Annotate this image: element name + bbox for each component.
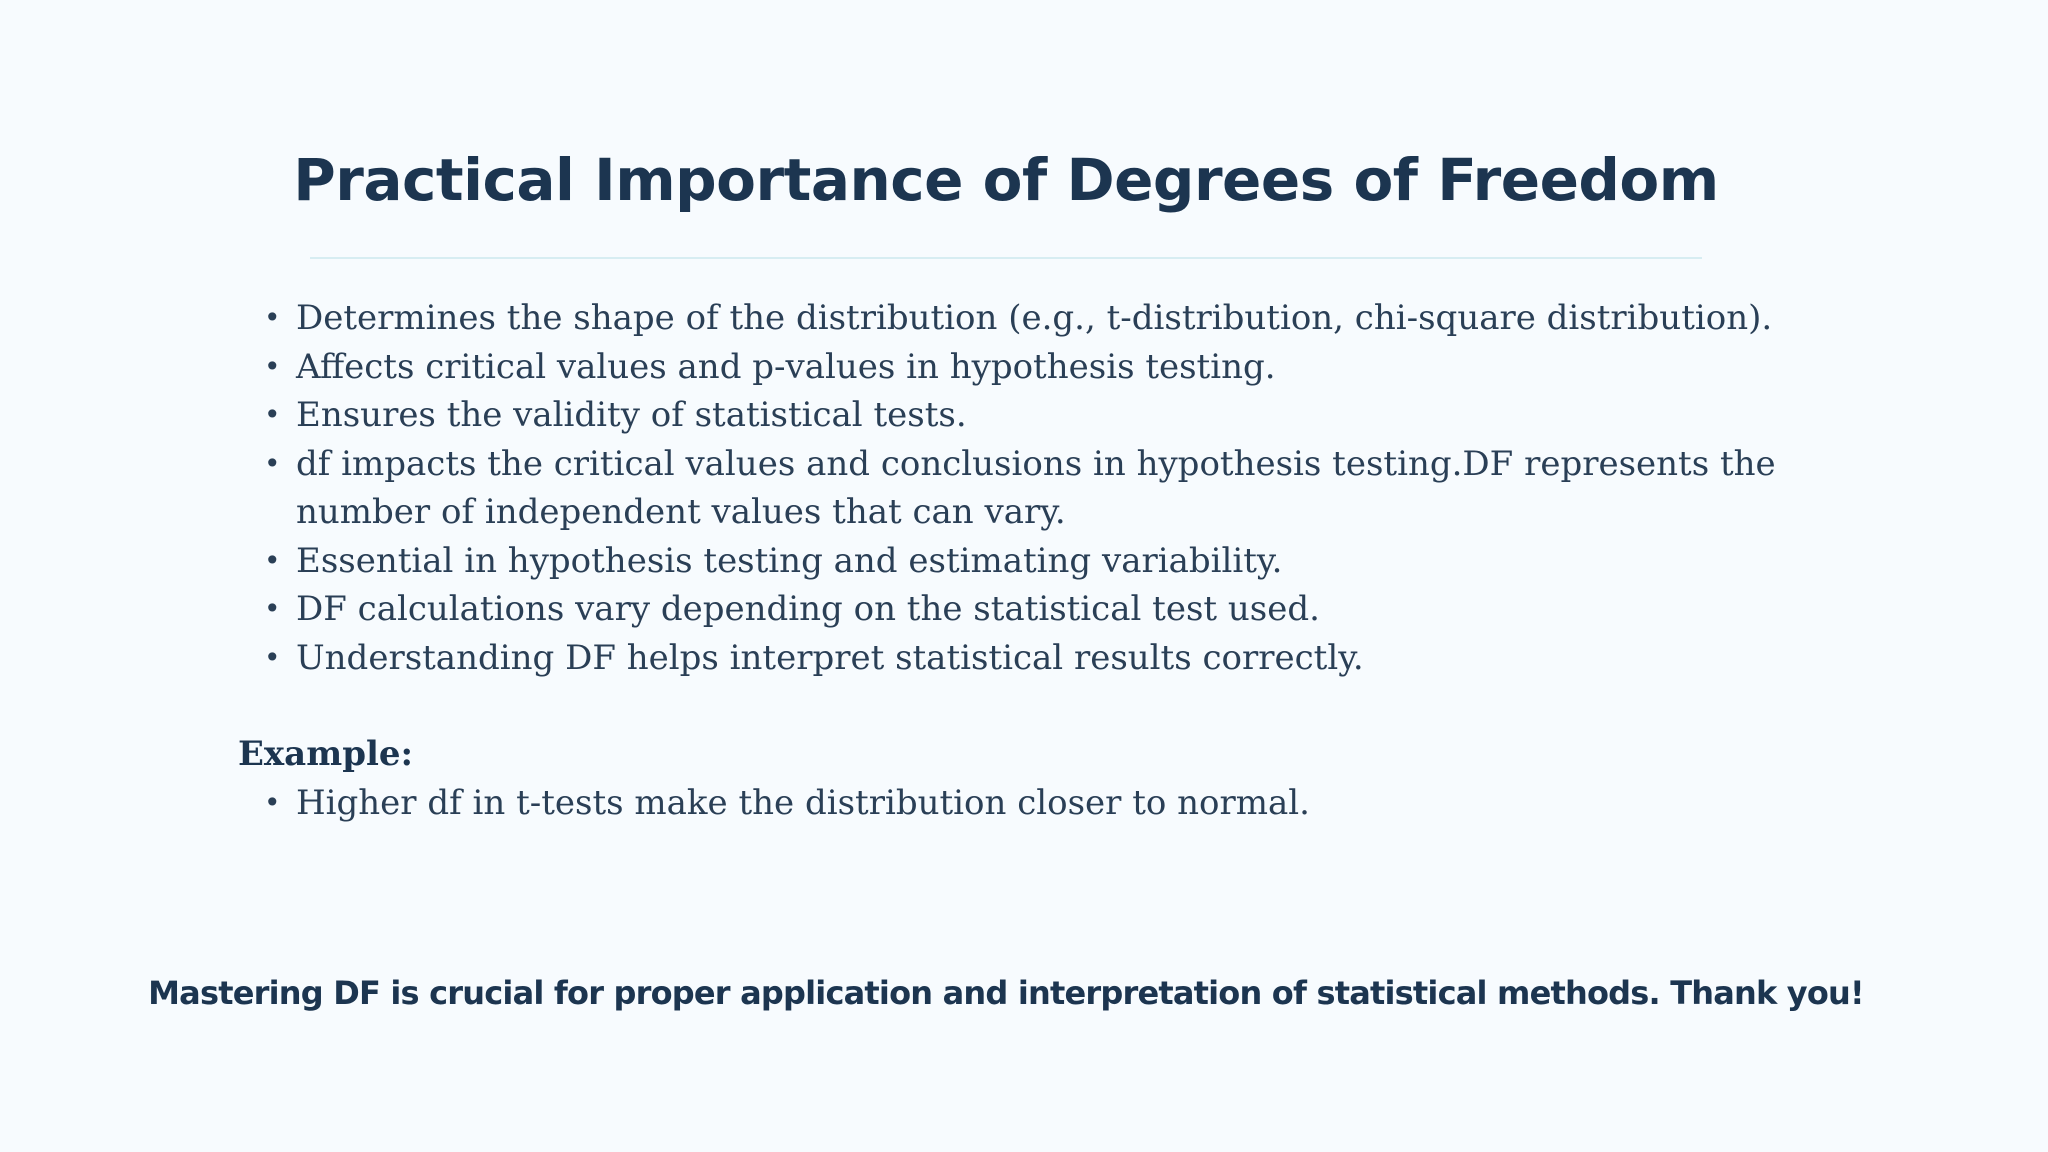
bullet-item: • Essential in hypothesis testing and estimating variability. <box>238 537 1838 586</box>
bullet-item: • Ensures the validity of statistical tests. <box>238 391 1838 440</box>
example-bullet-list <box>238 779 1838 828</box>
bullet-item: • DF calculations vary depending on the statistical test used. <box>238 585 1838 634</box>
bullet-item: • Affects critical values and p-values in hypothesis testing. <box>238 343 1838 392</box>
main-bullet-list <box>238 294 1838 682</box>
bullet-item: • df impacts the critical values and conclusions in hypothesis testing.DF represents the number of independent values that can vary. <box>238 440 1838 537</box>
slide-title: Practical Importance of Degrees of Freedom <box>293 146 1719 214</box>
example-label: Example: <box>238 734 414 774</box>
example-bullet-item: • Higher df in t-tests make the distribution closer to normal. <box>238 779 1838 828</box>
bullet-item: • Determines the shape of the distribution (e.g., t-distribution, chi-square distribution). <box>238 294 1838 343</box>
bullet-item: • Understanding DF helps interpret statistical results correctly. <box>238 634 1838 683</box>
closing-statement: Mastering DF is crucial for proper application and interpretation of statistical methods. Thank you! <box>148 974 1864 1012</box>
slide-content <box>238 294 1838 827</box>
title-divider <box>310 257 1702 259</box>
